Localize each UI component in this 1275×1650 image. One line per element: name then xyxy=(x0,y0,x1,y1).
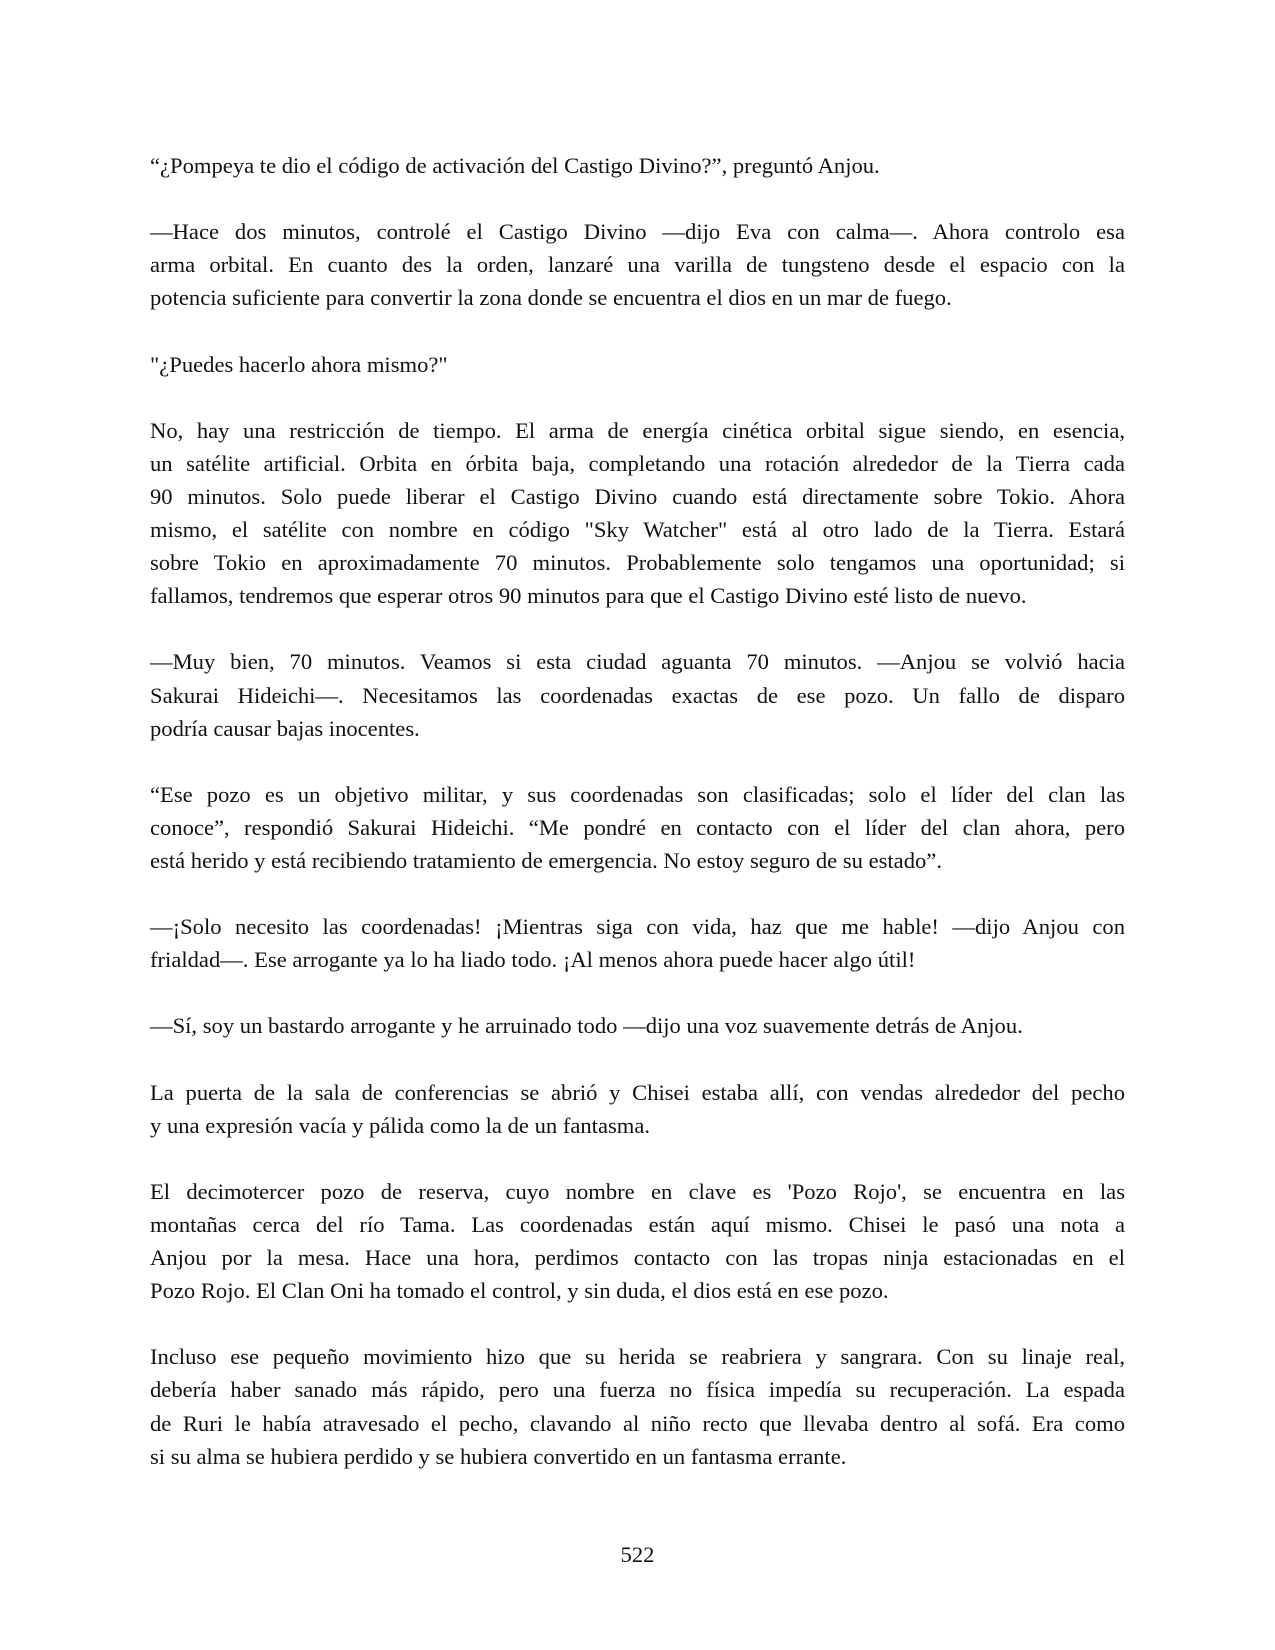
page-number: 522 xyxy=(620,1542,655,1567)
text-line: y una expresión vacía y pálida como la de un fantasma. xyxy=(150,1112,651,1138)
paragraph-7 xyxy=(150,910,1125,976)
text-line: un satélite artificial. Orbita en órbita baja, completando una rotación alrededor de la Tierra cada xyxy=(150,450,1125,476)
text-line: fallamos, tendremos que esperar otros 90 minutos para que el Castigo Divino esté listo de nuevo. xyxy=(150,583,1027,609)
text-line: debería haber sanado más rápido, pero una fuerza no física impedía su recuperación. La espada xyxy=(150,1377,1125,1403)
paragraph-6 xyxy=(150,778,1125,877)
text-line: montañas cerca del río Tama. Las coordenadas están aquí mismo. Chisei le pasó una nota a xyxy=(150,1212,1125,1237)
text-line: sobre Tokio en aproximadamente 70 minutos. Probablemente solo tengamos una oportunidad; si xyxy=(150,550,1125,576)
text-line: potencia suficiente para convertir la zona donde se encuentra el dios en un mar de fuego. xyxy=(150,285,952,311)
text-line: "¿Puedes hacerlo ahora mismo?" xyxy=(150,351,448,377)
text-line: Sakurai Hideichi—. Necesitamos las coordenadas exactas de ese pozo. Un fallo de disparo xyxy=(150,682,1125,708)
text-line: arma orbital. En cuanto des la orden, lanzaré una varilla de tungsteno desde el espacio con la xyxy=(150,252,1125,278)
text-line: —Muy bien, 70 minutos. Veamos si esta ciudad aguanta 70 minutos. —Anjou se volvió hacia xyxy=(150,649,1125,675)
text-line: Pozo Rojo. El Clan Oni ha tomado el control, y sin duda, el dios está en ese pozo. xyxy=(150,1278,889,1304)
paragraph-3 xyxy=(150,348,1125,381)
text-line: Incluso ese pequeño movimiento hizo que su herida se reabriera y sangrara. Con su linaje real, xyxy=(150,1344,1125,1370)
paragraph-1 xyxy=(150,149,1125,182)
paragraph-10 xyxy=(150,1175,1125,1307)
paragraph-4 xyxy=(150,414,1125,613)
text-line: mismo, el satélite con nombre en código "Sky Watcher" está al otro lado de la Tierra. Estará xyxy=(150,517,1125,543)
text-line: conoce”, respondió Sakurai Hideichi. “Me pondré en contacto con el líder del clan ahora, pero xyxy=(150,814,1125,840)
paragraph-11 xyxy=(150,1340,1125,1472)
text-line: si su alma se hubiera perdido y se hubiera convertido en un fantasma errante. xyxy=(150,1443,847,1469)
paragraph-2 xyxy=(150,215,1125,314)
text-line: de Ruri le había atravesado el pecho, clavando al niño recto que llevaba dentro al sofá. Era como xyxy=(150,1410,1125,1436)
paragraph-9 xyxy=(150,1076,1125,1142)
text-line: está herido y está recibiendo tratamiento de emergencia. No estoy seguro de su estado”. xyxy=(150,847,942,873)
paragraph-5 xyxy=(150,645,1125,744)
text-line: La puerta de la sala de conferencias se abrió y Chisei estaba allí, con vendas alrededor del pecho xyxy=(150,1079,1125,1105)
text-line: “Ese pozo es un objetivo militar, y sus coordenadas son clasificadas; solo el líder del clan las xyxy=(150,781,1125,807)
text-line: Anjou por la mesa. Hace una hora, perdimos contacto con las tropas ninja estacionadas en el xyxy=(150,1245,1125,1271)
text-line: podría causar bajas inocentes. xyxy=(150,715,420,741)
text-line: El decimotercer pozo de reserva, cuyo nombre en clave es 'Pozo Rojo', se encuentra en las xyxy=(150,1178,1125,1204)
text-line: —¡Solo necesito las coordenadas! ¡Mientras siga con vida, haz que me hable! —dijo Anjou con xyxy=(150,914,1125,940)
text-line: 90 minutos. Solo puede liberar el Castigo Divino cuando está directamente sobre Tokio. Ahora xyxy=(150,483,1125,509)
paragraph-8 xyxy=(150,1009,1125,1042)
text-line: “¿Pompeya te dio el código de activación del Castigo Divino?”, preguntó Anjou. xyxy=(150,153,880,178)
text-line: frialdad—. Ese arrogante ya lo ha liado todo. ¡Al menos ahora puede hacer algo útil! xyxy=(150,947,916,973)
body-text xyxy=(150,149,1125,1506)
text-line: —Sí, soy un bastardo arrogante y he arruinado todo —dijo una voz suavemente detrás de Anjou. xyxy=(150,1013,1023,1039)
text-line: —Hace dos minutos, controlé el Castigo Divino —dijo Eva con calma—. Ahora controlo esa xyxy=(150,219,1125,245)
text-line: No, hay una restricción de tiempo. El arma de energía cinética orbital sigue siendo, en esencia, xyxy=(150,417,1125,443)
